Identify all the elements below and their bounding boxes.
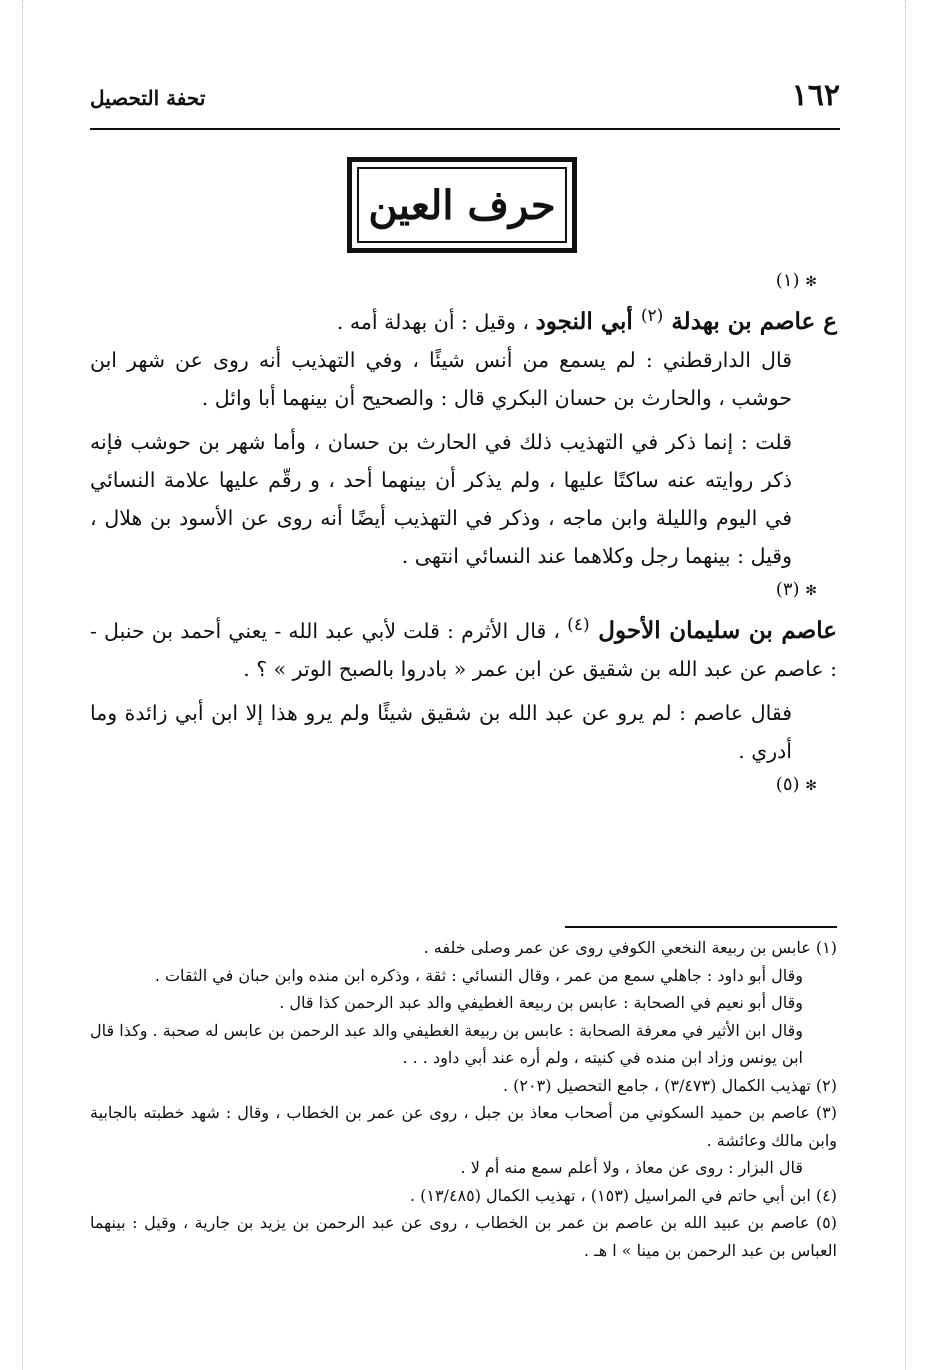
paragraph: قال الدارقطني : لم يسمع من أنس شيئًا ، وفي التهذيب أنه روى عن شهر ابن حوشب ، والحارث بن حسان البكري قال : والصحيح أن بينهما أبا وائل .	[90, 347, 792, 410]
narrator-name: ع عاصم بن بهدلة	[663, 307, 837, 335]
chapter-title: حرف العين	[357, 167, 567, 243]
entry-note: ، وقيل : أن بهدلة أمه .	[336, 309, 536, 334]
scan-artifact-line	[905, 0, 906, 1370]
entry-note: ، قال الأثرم : قلت لأبي عبد الله - يعني أحمد بن حنبل - : عاصم عن عبد الله بن شقيق عن ابن عمر « بادروا بالصبح الوتر » ؟ .	[90, 618, 837, 681]
entry-marker	[90, 266, 817, 297]
footnote-ref: (٢)	[640, 306, 664, 326]
paragraph: فقال عاصم : لم يرو عن عبد الله بن شقيق شيئًا ولم يرو هذا إلا ابن أبي زائدة وما أدري .	[90, 700, 792, 763]
star-icon: ✻	[805, 777, 817, 794]
page-number: ١٦٢	[791, 78, 840, 113]
narrator-name: عاصم بن سليمان الأحول	[589, 616, 837, 644]
footnote: (٥) عاصم بن عبيد الله بن عاصم بن عمر بن الخطاب ، روى عن عبد الرحمن بن يزيد بن جارية ، وقيل : بينهما العباس بن عبد الرحمن بن مينا » ا هـ .	[90, 1213, 837, 1260]
scan-artifact-line	[22, 0, 23, 1370]
footnote-divider	[565, 926, 837, 928]
entry-marker	[90, 575, 817, 606]
footnote-line: وقال ابن الأثير في معرفة الصحابة : عابس بن ربيعة الغطيفي والد عبد الرحمن بن عابس له صحبة . وكذا قال ابن يونس وزاد ابن منده في كنيته ، ولم أره عند أبي داود . . .	[90, 1020, 803, 1067]
footnote-line: وقال أبو داود : جاهلي سمع من عمر ، وقال النسائي : ثقة ، وذكره ابن منده وابن حبان في الثقات .	[154, 965, 803, 985]
entry-heading	[90, 606, 837, 688]
star-icon: ✻	[805, 582, 817, 599]
footnote: (٢) تهذيب الكمال (٣/٤٧٣) ، جامع التحصيل (٢٠٣) .	[503, 1075, 837, 1095]
star-icon: ✻	[805, 274, 817, 290]
main-text	[90, 266, 837, 801]
footnote: (١) عابس بن ربيعة النخعي الكوفي روى عن عمر وصلى خلفه .	[423, 938, 837, 957]
footnote: (٤) ابن أبي حاتم في المراسيل (١٥٣) ، تهذيب الكمال (١٣/٤٨٥) .	[409, 1185, 837, 1205]
footnote: (٣) عاصم بن حميد السكوني من أصحاب معاذ بن جبل ، روى عن عمر بن الخطاب ، وقال : شهد خطبته بالجابية وابن مالك وعائشة .	[90, 1103, 837, 1150]
footnote-ref: (١)	[775, 270, 800, 291]
running-title: تحفة التحصيل	[90, 86, 206, 110]
header-divider	[90, 128, 840, 130]
footnote-ref: (٥)	[775, 773, 800, 795]
footnote-line: وقال أبو نعيم في الصحابة : عابس بن ربيعة الغطيفي والد عبد الرحمن كذا قال .	[279, 993, 803, 1012]
footnotes	[90, 934, 837, 1264]
footnote-line: قال البزار : روى عن معاذ ، ولا أعلم سمع منه أم لا .	[460, 1158, 803, 1177]
chapter-title-box	[347, 157, 577, 253]
entry-heading	[90, 297, 837, 341]
footnote-ref: (٣)	[775, 578, 800, 600]
paragraph: قلت : إنما ذكر في التهذيب ذلك في الحارث بن حسان ، وأما شهر بن حوشب فإنه ذكر روايته عنه ساكتًا عليها ، ولم يذكر أن بينهما أحد ، و رقّم عليها علامة النسائي في اليوم والليلة وابن ماجه ، وذكر في التهذيب أيضًا أنه روى عن الأسود بن هلال ، وقيل : بينهما رجل وكلاهما عند النسائي انتهى .	[90, 429, 792, 568]
footnote-ref: (٤)	[567, 614, 590, 635]
narrator-kunya: أبي النجود	[535, 307, 641, 335]
entry-marker	[90, 770, 817, 801]
